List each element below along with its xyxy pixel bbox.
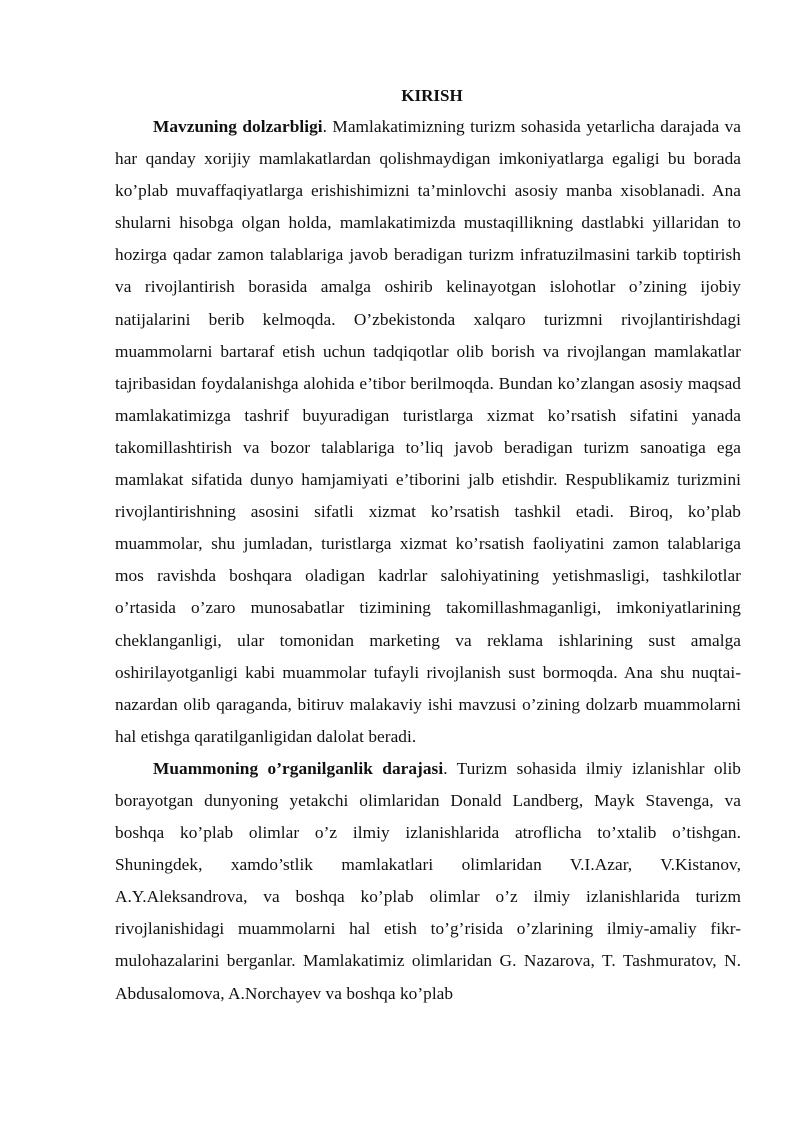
paragraph-relevance [115,111,741,753]
document-page [115,84,741,1010]
paragraph-text-study-level: . Turizm sohasida ilmiy izlanishlar olib borayotgan dunyoning yetakchi olimlaridan Donald Landberg, Mayk Stavenga, va boshqa ko’plab olimlar o’z ilmiy izlanishlarida atroflicha to’xtalib o’tishgan. Shuningdek, xamdo’stlik mamlakatlari olimlaridan V.I.Azar, V.Kistanov, A.Y.Aleksandrova, va boshqa ko’plab olimlar o’z ilmiy izlanishlarida turizm rivojlanishidagi muammolarni hal etish to’g’risida o’zlarining ilmiy-amaliy fikr-mulohazalarini berganlar. Mamlakatimiz olimlaridan G. Nazarova, T. Tashmuratov, N. Abdusalomova, A.Norchayev va boshqa ko’plab [115,758,741,1003]
paragraph-lead-study-level: Muammoning o’rganilganlik darajasi [153,758,444,778]
paragraph-lead-relevance: Mavzuning dolzarbligi [153,117,323,136]
paragraph-text-relevance: . Mamlakatimizning turizm sohasida yetarlicha darajada va har qanday xorijiy mamlakatlardan qolishmaydigan imkoniyatlarga egaligi bu borada ko’plab muvaffaqiyatlarga erishishimizni ta’minlovchi asosiy manba xisoblanadi. Ana shularni hisobga olgan holda, mamlakatimizda mustaqillikning dastlabki yillaridan to hozirga qadar zamon talablariga javob beradigan turizm infratuzilmasini tarkib toptirish va rivojlantirish borasida amalga oshirib kelinayotgan islohotlar o’zining ijobiy natijalarini berib kelmoqda. O’zbekistonda xalqaro turizmni rivojlantirishdagi muammolarni bartaraf etish uchun tadqiqotlar olib borish va rivojlangan mamlakatlar tajribasidan foydalanishga alohida e’tibor berilmoqda. Bundan ko’zlangan asosiy maqsad mamlakatimizga tashrif buyuradigan turistlarga xizmat ko’rsatish sifatini yanada takomillashtirish va bozor talablariga to’liq javob beradigan turizm sanoatiga ega mamlakat sifatida dunyo hamjamiyati e’tiborini jalb etishdir. Respublikamiz turizmini rivojlantirishning asosini sifatli xizmat ko’rsatish tashkil etadi. Biroq, ko’plab muammolar, shu jumladan, turistlarga xizmat ko’rsatish faoliyatini zamon talablariga mos ravishda boshqara oladigan kadrlar salohiyatining yetishmasligi, tashkilotlar o’rtasida o’zaro munosabatlar tizimining takomillashmaganligi, imkoniyatlarining cheklanganligi, ular tomonidan marketing va reklama ishlarining sust amalga oshirilayotganligi kabi muammolar tufayli rivojlanish sust bormoqda. Ana shu nuqtai-nazardan olib qaraganda, bitiruv malakaviy ishi mavzusi o’zining dolzarb muammolarni hal etishga qaratilganligidan dalolat beradi. [115,117,741,746]
paragraph-study-level [115,753,741,1010]
page-title: KIRISH [401,86,463,105]
